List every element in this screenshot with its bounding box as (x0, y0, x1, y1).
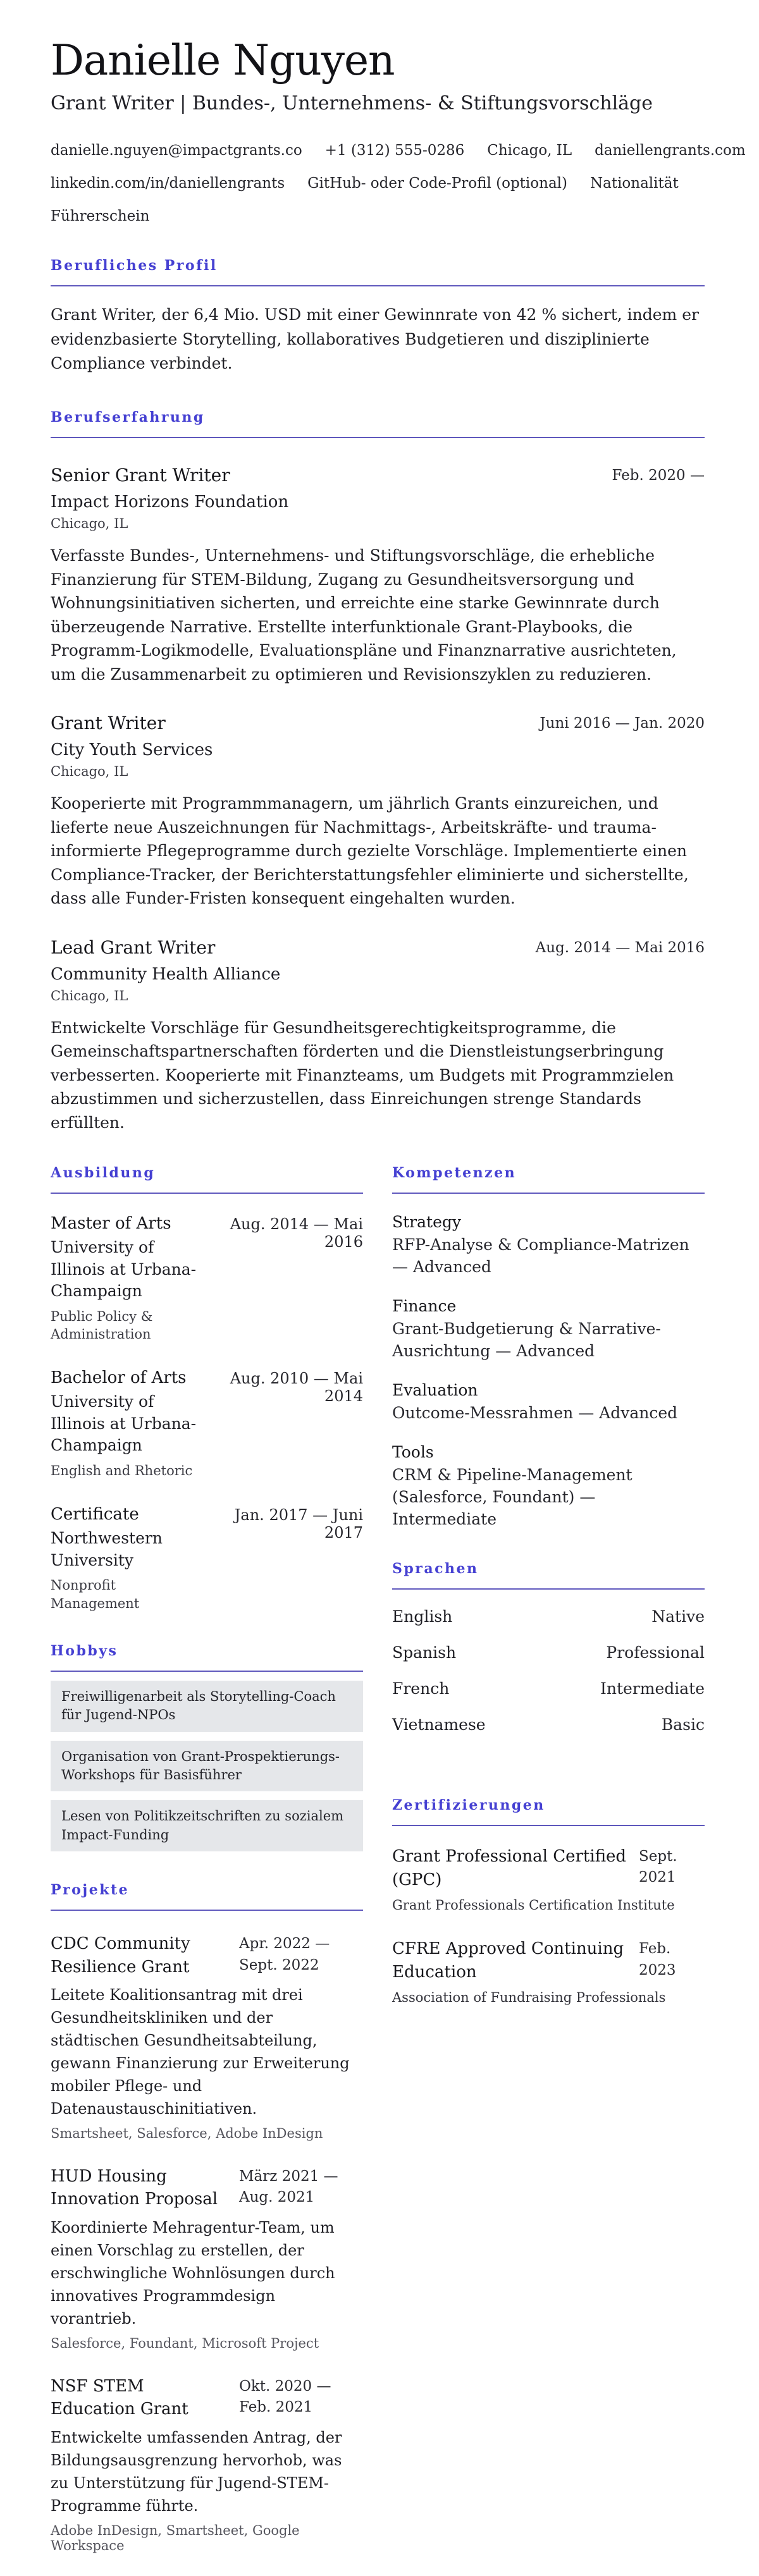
section-divider (392, 1588, 705, 1590)
project-tools: Smartsheet, Salesforce, Adobe InDesign (51, 2125, 323, 2141)
website-text[interactable]: daniellengrants.com (595, 142, 746, 159)
education-degree: Bachelor of Arts (51, 1368, 187, 1388)
headline: Grant Writer | Bundes-, Unternehmens- & Stiftungsvorschläge (51, 92, 653, 114)
certification-title: CFRE Approved Continuing Education (392, 1939, 624, 1982)
section-skills (392, 1165, 705, 1530)
section-education (51, 1165, 363, 1612)
section-skills-title: Kompetenzen (392, 1165, 517, 1182)
skill-detail: Grant-Budgetierung & Narrative-Ausrichtung — Advanced (392, 1320, 661, 1361)
skill-entry (392, 1297, 705, 1362)
certification-head (392, 1937, 705, 1984)
language-row (392, 1607, 705, 1626)
project-description: Koordinierte Mehragentur-Team, um einen Vorschlag zu erstellen, der erschwingliche Wohnlösungen durch innovatives Programmdesign vorantrieb. (51, 2218, 335, 2328)
section-education-title: Ausbildung (51, 1165, 156, 1182)
education-field: English and Rhetoric (51, 1463, 193, 1478)
project-tools: Salesforce, Foundant, Microsoft Project (51, 2335, 319, 2351)
education-entry (51, 1214, 363, 1343)
skill-entry (392, 1443, 705, 1530)
education-date: Aug. 2014 — Mai 2016 (230, 1215, 363, 1251)
project-entry (51, 2165, 363, 2351)
project-head (51, 1932, 363, 1978)
project-title: HUD Housing Innovation Proposal (51, 2166, 218, 2209)
education-degree: Master of Arts (51, 1214, 171, 1234)
education-school: University of Illinois at Urbana-Champaign (51, 1392, 197, 1455)
language-level: Intermediate (600, 1679, 705, 1698)
certification-date: Sept. 2021 (639, 1848, 677, 1886)
job-location: Chicago, IL (51, 516, 128, 532)
skill-name: Tools (392, 1443, 434, 1462)
section-projects-title: Projekte (51, 1882, 130, 1899)
certification-issuer: Grant Professionals Certification Institute (392, 1897, 675, 1913)
project-title: NSF STEM Education Grant (51, 2376, 188, 2419)
certification-head (392, 1845, 705, 1891)
job-title: Grant Writer (51, 713, 166, 734)
person-name: Danielle Nguyen (51, 36, 395, 85)
job-entry (51, 713, 705, 911)
section-divider (51, 437, 705, 438)
hobby-item: Organisation von Grant-Prospektierungs-Workshops für Basisführer (51, 1741, 363, 1792)
education-main (51, 1368, 204, 1480)
left-column (51, 1165, 363, 2553)
certification-entry (392, 1845, 705, 1915)
job-head (51, 937, 705, 958)
section-languages (392, 1561, 705, 1734)
skill-name: Strategy (392, 1213, 461, 1232)
job-head (51, 465, 705, 486)
job-company: City Youth Services (51, 740, 213, 760)
education-entry (51, 1505, 363, 1612)
contact-row (51, 142, 746, 159)
section-hobbies-title: Hobbys (51, 1642, 118, 1659)
section-divider (392, 1193, 705, 1194)
certification-entry (392, 1937, 705, 2007)
job-company: Community Health Alliance (51, 964, 281, 984)
skill-name: Evaluation (392, 1381, 478, 1400)
job-date: Aug. 2014 — Mai 2016 (535, 939, 705, 956)
skill-name: Finance (392, 1297, 457, 1316)
two-column-area (51, 1165, 705, 2553)
resume-header (51, 36, 746, 224)
education-degree: Certificate (51, 1505, 139, 1524)
section-certifications-title: Zertifizierungen (392, 1797, 545, 1814)
nationality-text: Nationalität (589, 175, 679, 192)
skill-entry (392, 1213, 705, 1278)
language-row (392, 1643, 705, 1662)
job-head (51, 713, 705, 733)
project-description: Entwickelte umfassenden Antrag, der Bildungsausgrenzung hervorhob, was zu Unterstützung für Jugend-STEM-Programme führte. (51, 2428, 342, 2515)
phone-text: +1 (312) 555-0286 (324, 142, 465, 159)
job-title: Senior Grant Writer (51, 465, 230, 486)
project-head (51, 2165, 363, 2211)
language-name: Spanish (392, 1643, 457, 1662)
section-languages-title: Sprachen (392, 1561, 479, 1578)
job-date: Juni 2016 — Jan. 2020 (540, 715, 705, 732)
skill-entry (392, 1381, 705, 1424)
location-text: Chicago, IL (487, 142, 572, 159)
section-divider (51, 285, 705, 286)
project-date: März 2021 — Aug. 2021 (239, 2168, 338, 2206)
contact-block (51, 142, 746, 224)
job-entry (51, 937, 705, 1135)
github-placeholder-text: GitHub- oder Code-Profil (optional) (307, 175, 567, 192)
language-row (392, 1679, 705, 1698)
education-field: Nonprofit Management (51, 1578, 140, 1611)
certification-issuer: Association of Fundraising Professionals (392, 1990, 666, 2006)
project-entry (51, 1932, 363, 2141)
email-text[interactable]: danielle.nguyen@impactgrants.co (51, 142, 302, 159)
job-entry (51, 465, 705, 686)
right-column (392, 1165, 705, 2553)
section-divider (392, 1825, 705, 1826)
section-projects (51, 1882, 363, 2553)
education-field: Public Policy & Administration (51, 1308, 153, 1342)
education-date: Jan. 2017 — Juni 2017 (234, 1506, 363, 1542)
language-name: French (392, 1679, 450, 1698)
profile-summary: Grant Writer, der 6,4 Mio. USD mit einer Gewinnrate von 42 % sichert, indem er evidenzbasierte Storytelling, kollaboratives Budgetieren und disziplinierte Compliance verbindet. (51, 305, 699, 373)
education-school: Northwestern University (51, 1529, 163, 1569)
education-entry (51, 1368, 363, 1480)
hobby-item: Lesen von Politikzeitschriften zu sozialem Impact-Funding (51, 1800, 363, 1851)
section-profile (51, 257, 705, 376)
project-date: Okt. 2020 — Feb. 2021 (239, 2377, 331, 2416)
section-divider (51, 1910, 363, 1911)
project-entry (51, 2375, 363, 2553)
skill-detail: Outcome-Messrahmen — Advanced (392, 1404, 678, 1423)
language-row (392, 1715, 705, 1734)
language-name: English (392, 1607, 453, 1626)
linkedin-text[interactable]: linkedin.com/in/daniellengrants (51, 175, 285, 192)
section-divider (51, 1193, 363, 1194)
project-date: Apr. 2022 — Sept. 2022 (239, 1935, 330, 1973)
language-level: Basic (661, 1715, 705, 1734)
section-certifications (392, 1797, 705, 2007)
job-title: Lead Grant Writer (51, 936, 216, 958)
section-hobbies (51, 1643, 363, 1851)
drivers-license-text: Führerschein (51, 207, 150, 224)
project-title: CDC Community Resilience Grant (51, 1934, 190, 1977)
education-school: University of Illinois at Urbana-Champaign (51, 1238, 197, 1301)
job-description: Kooperierte mit Programmmanagern, um jährlich Grants einzureichen, und lieferte neue Auszeichnungen für Nachmittags-, Arbeitskräfte- und trauma-informierte Pflegeprogramme durch gezielte Vorschläge. Implementierte einen Compliance-Tracker, der Berichterstattungsfehler eliminierte und sicherstellte, dass alle Funder-Fristen konsequent eingehalten wurden. (51, 794, 689, 908)
skill-detail: CRM & Pipeline-Management (Salesforce, Foundant) — Intermediate (392, 1466, 632, 1529)
education-main (51, 1214, 204, 1343)
job-description: Verfasste Bundes-, Unternehmens- und Stiftungsvorschläge, die erhebliche Finanzierung für STEM-Bildung, Zugang zu Gesundheitsversorgung und Wohnungsinitiativen sicherten, und erreichte eine starke Gewinnrate durch überzeugende Narrative. Erstellte interfunktionale Grant-Playbooks, die Programm-Logikmodelle, Evaluationspläne und Finanznarrative ausrichteten, um die Zusammenarbeit zu optimieren und Revisionszyklen zu reduzieren. (51, 546, 677, 684)
project-tools: Adobe InDesign, Smartsheet, Google Workspace (51, 2522, 300, 2553)
education-main (51, 1505, 204, 1612)
project-head (51, 2375, 363, 2421)
section-profile-title: Berufliches Profil (51, 257, 218, 274)
job-company: Impact Horizons Foundation (51, 493, 289, 512)
certification-title: Grant Professional Certified (GPC) (392, 1847, 627, 1889)
section-experience-title: Berufserfahrung (51, 409, 205, 426)
language-level: Professional (606, 1643, 705, 1662)
language-level: Native (651, 1607, 705, 1626)
certification-date: Feb. 2023 (639, 1941, 676, 1978)
contact-row (51, 175, 705, 192)
contact-row (51, 208, 705, 224)
hobby-item: Freiwilligenarbeit als Storytelling-Coach für Jugend-NPOs (51, 1681, 363, 1732)
language-name: Vietnamese (392, 1715, 486, 1734)
job-description: Entwickelte Vorschläge für Gesundheitsgerechtigkeitsprogramme, die Gemeinschaftspartnerschaften förderten und die Dienstleistungserbringung verbesserten. Kooperierte mit Finanzteams, um Budgets mit Programmzielen abzustimmen und sicherzustellen, dass Einreichungen strenge Standards erfüllten. (51, 1018, 674, 1132)
job-location: Chicago, IL (51, 988, 128, 1003)
section-experience (51, 409, 705, 1134)
job-date: Feb. 2020 — (612, 467, 705, 484)
skill-detail: RFP-Analyse & Compliance-Matrizen — Advanced (392, 1236, 689, 1277)
job-location: Chicago, IL (51, 764, 128, 780)
education-date: Aug. 2010 — Mai 2014 (230, 1370, 363, 1406)
section-divider (51, 1671, 363, 1672)
project-description: Leitete Koalitionsantrag mit drei Gesundheitskliniken und der städtischen Gesundheitsabteilung, gewann Finanzierung zur Erweiterung mobiler Pflege- und Datenaustauschinitiativen. (51, 1985, 350, 2118)
